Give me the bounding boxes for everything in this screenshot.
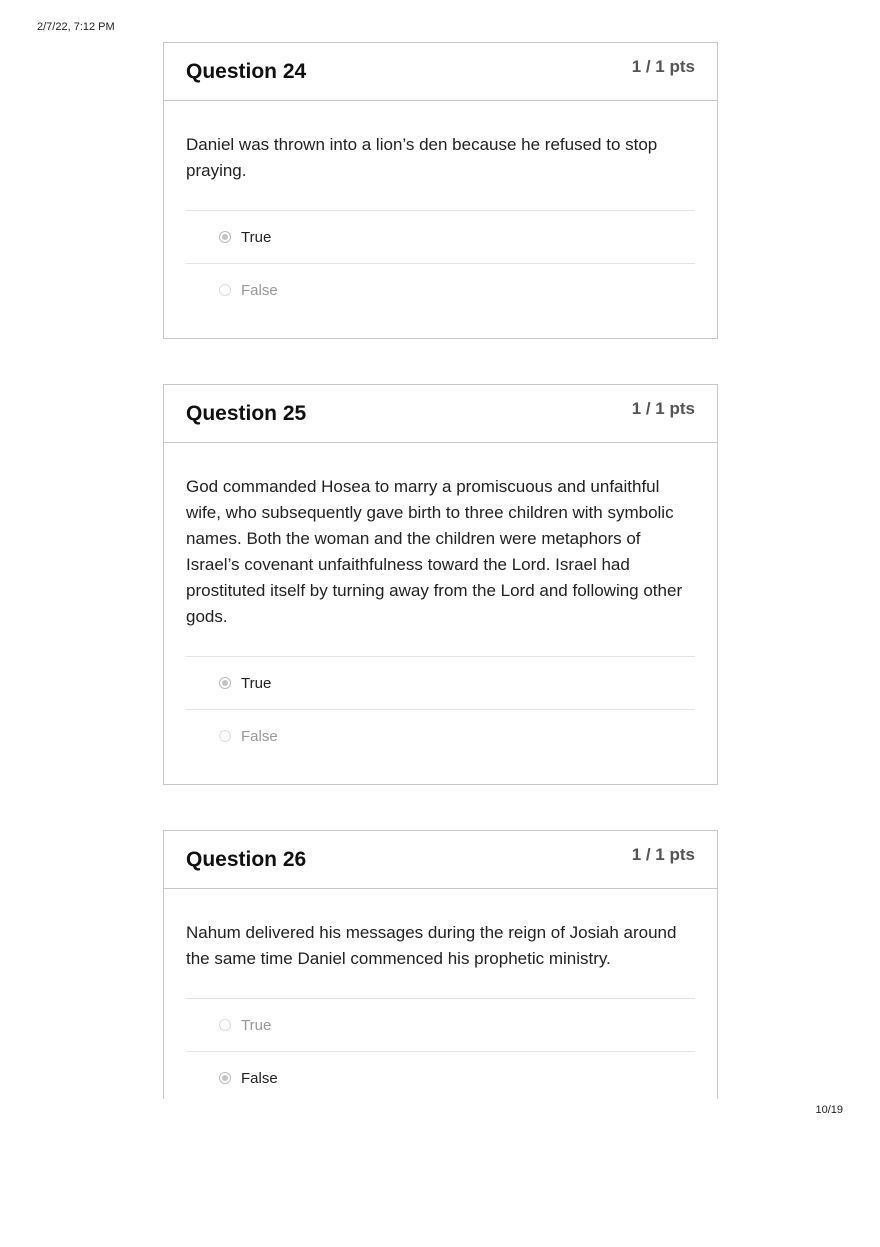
question-header <box>164 831 717 889</box>
question-title: Question 26 <box>186 848 307 871</box>
question-text: God commanded Hosea to marry a promiscuous and unfaithful wife, who subsequently gave birth to three children with symbolic names. Both the woman and the children were metaphors of Israel’s covenant unfaithfulness toward the Lord. Israel had prostituted itself by turning away from the Lord and following other gods. <box>186 477 683 626</box>
question-points: 1 / 1 pts <box>631 845 695 864</box>
print-timestamp: 2/7/22, 7:12 PM <box>37 21 115 33</box>
radio-selected-icon[interactable] <box>219 231 231 243</box>
question-card-24 <box>163 42 718 339</box>
answer-option-true[interactable] <box>186 998 695 1051</box>
radio-unselected-icon[interactable] <box>219 284 231 296</box>
question-title: Question 24 <box>186 60 307 83</box>
option-label: True <box>241 1016 272 1034</box>
answer-option-true[interactable] <box>186 656 695 709</box>
question-text: Nahum delivered his messages during the reign of Josiah around the same time Daniel commenced his prophetic ministry. <box>186 923 677 968</box>
question-card-26 <box>163 830 718 1099</box>
question-header <box>164 43 717 101</box>
question-card-25 <box>163 384 718 785</box>
page-number: 10/19 <box>815 1104 843 1116</box>
option-label: False <box>241 281 278 299</box>
option-label: True <box>241 228 272 246</box>
radio-selected-icon[interactable] <box>219 677 231 689</box>
question-text: Daniel was thrown into a lion’s den because he refused to stop praying. <box>186 135 658 180</box>
question-header <box>164 385 717 443</box>
question-points: 1 / 1 pts <box>631 57 695 76</box>
question-points: 1 / 1 pts <box>631 399 695 418</box>
option-label: True <box>241 674 272 692</box>
answer-option-true[interactable] <box>186 210 695 263</box>
question-title: Question 25 <box>186 402 307 425</box>
radio-unselected-icon[interactable] <box>219 1019 231 1031</box>
answer-option-false[interactable] <box>186 709 695 762</box>
answer-option-false[interactable] <box>186 263 695 316</box>
radio-selected-icon[interactable] <box>219 1072 231 1084</box>
option-label: False <box>241 1069 278 1087</box>
option-label: False <box>241 727 278 745</box>
answer-option-false[interactable] <box>186 1051 695 1099</box>
radio-unselected-icon[interactable] <box>219 730 231 742</box>
